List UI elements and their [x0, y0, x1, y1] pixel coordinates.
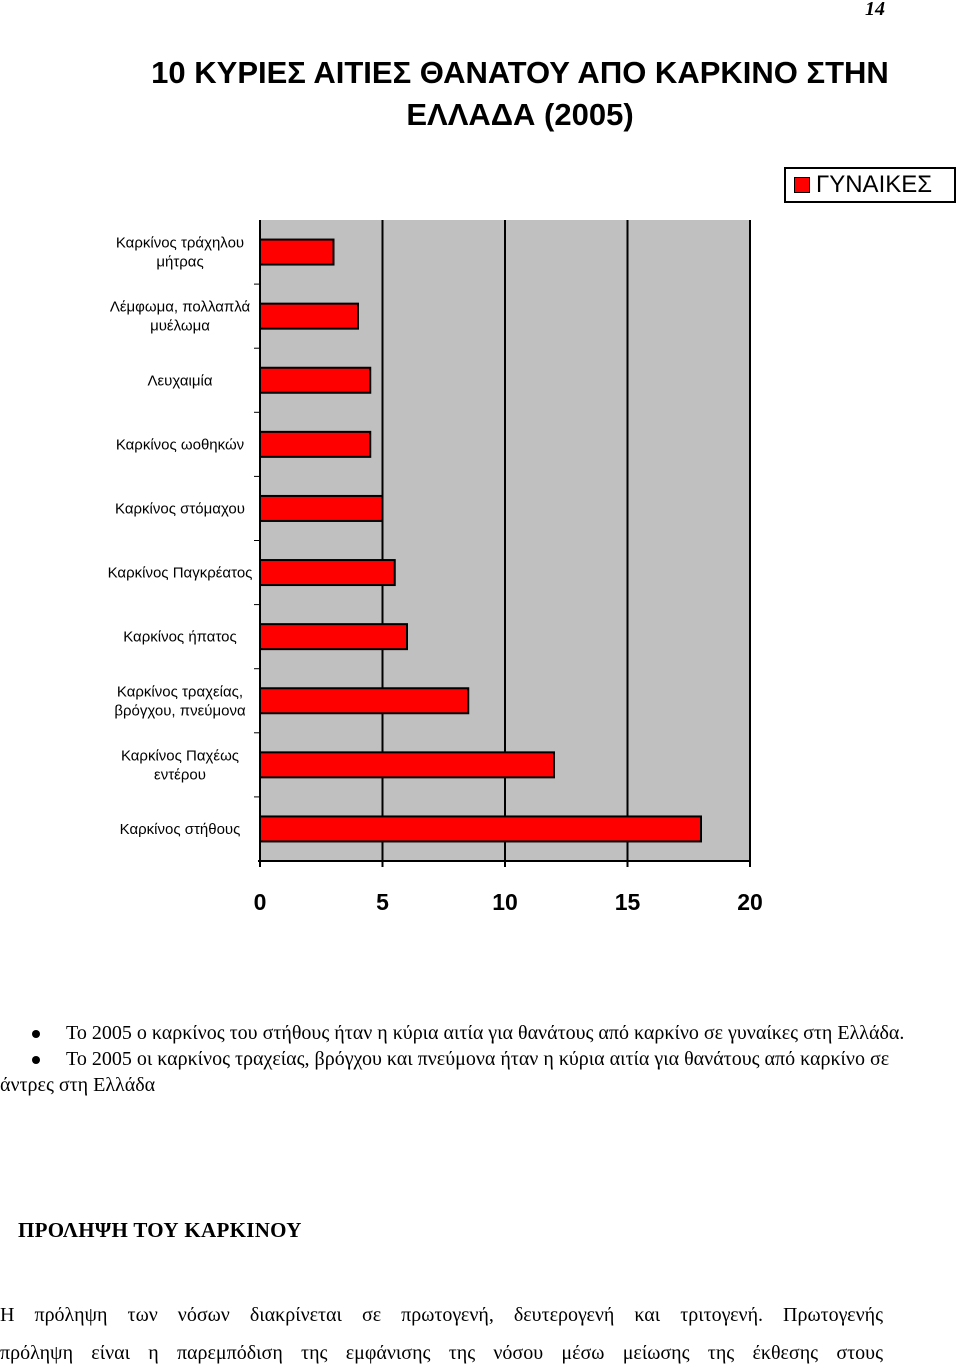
- bar: [260, 368, 370, 393]
- bar: [260, 432, 370, 457]
- bar: [260, 496, 383, 521]
- bullet-item: [0, 1020, 935, 1046]
- category-label: Καρκίνος ωοθηκών: [115, 436, 245, 454]
- bullet-dot: [32, 1056, 40, 1064]
- legend-label: ΓΥΝΑΙΚΕΣ: [816, 171, 933, 198]
- bullet-text: Το 2005 οι καρκίνος τραχείας, βρόγχου και πνεύμονα ήταν η κύρια αιτία για θανάτους από καρκίνο σε άντρες στη Ελλάδα: [0, 1048, 890, 1096]
- category-label: Καρκίνος ήπατος: [123, 628, 237, 646]
- category-label: βρόγχου, πνεύμονα: [114, 702, 246, 720]
- category-label: Καρκίνος τραχείας,: [116, 683, 244, 701]
- x-tick-label: 10: [492, 889, 518, 915]
- category-label: μυέλωμα: [150, 317, 210, 335]
- x-tick-label: 5: [376, 889, 389, 915]
- page-number: 14: [865, 0, 885, 20]
- category-label: Λευχαιμία: [147, 372, 213, 390]
- bar: [260, 240, 334, 265]
- category-label: εντέρου: [154, 766, 206, 784]
- bar: [260, 816, 701, 841]
- bar: [260, 752, 554, 777]
- category-label: Καρκίνος στήθους: [119, 820, 241, 838]
- body-paragraph: [0, 1296, 883, 1372]
- bar: [260, 560, 395, 585]
- chart-title: 10 ΚΥΡΙΕΣ ΑΙΤΙΕΣ ΘΑΝΑΤΟΥ ΑΠΟ ΚΑΡΚΙΝΟ ΣΤΗΝ ΕΛΛΑΔΑ (2005): [151, 55, 889, 132]
- category-label: μήτρας: [156, 253, 204, 271]
- category-label: Καρκίνος τράχηλου: [115, 234, 245, 252]
- category-label: Καρκίνος Παγκρέατος: [107, 564, 253, 582]
- bullet-dot: [32, 1030, 40, 1038]
- x-tick-label: 0: [253, 889, 267, 915]
- category-label: Καρκίνος στόμαχου: [115, 500, 245, 518]
- paragraph-line: Η πρόληψη των νόσων διακρίνεται σε πρωτογενή, δευτερογενή και τριτογενή. Πρωτογενής: [0, 1304, 883, 1326]
- x-tick-label: 15: [614, 889, 641, 915]
- paragraph-line: πρόληψη είναι η παρεμπόδιση της εμφάνισης της νόσου μέσω μείωσης της έκθεσης στους: [0, 1342, 883, 1364]
- category-label: Καρκίνος Παχέως: [120, 747, 240, 765]
- category-label: Λέμφωμα, πολλαπλά: [109, 298, 251, 316]
- section-heading: ΠΡΟΛΗΨΗ ΤΟΥ ΚΑΡΚΙΝΟΥ: [18, 1218, 302, 1242]
- bar: [260, 304, 358, 329]
- bar: [260, 688, 468, 713]
- x-tick-label: 20: [737, 889, 763, 915]
- bullet-text: Το 2005 ο καρκίνος του στήθους ήταν η κύρια αιτία για θανάτους από καρκίνο σε γυναίκες στη Ελλάδα.: [66, 1022, 905, 1044]
- bullet-item: [0, 1046, 935, 1098]
- bullet-list: [0, 1020, 935, 1098]
- bar: [260, 624, 407, 649]
